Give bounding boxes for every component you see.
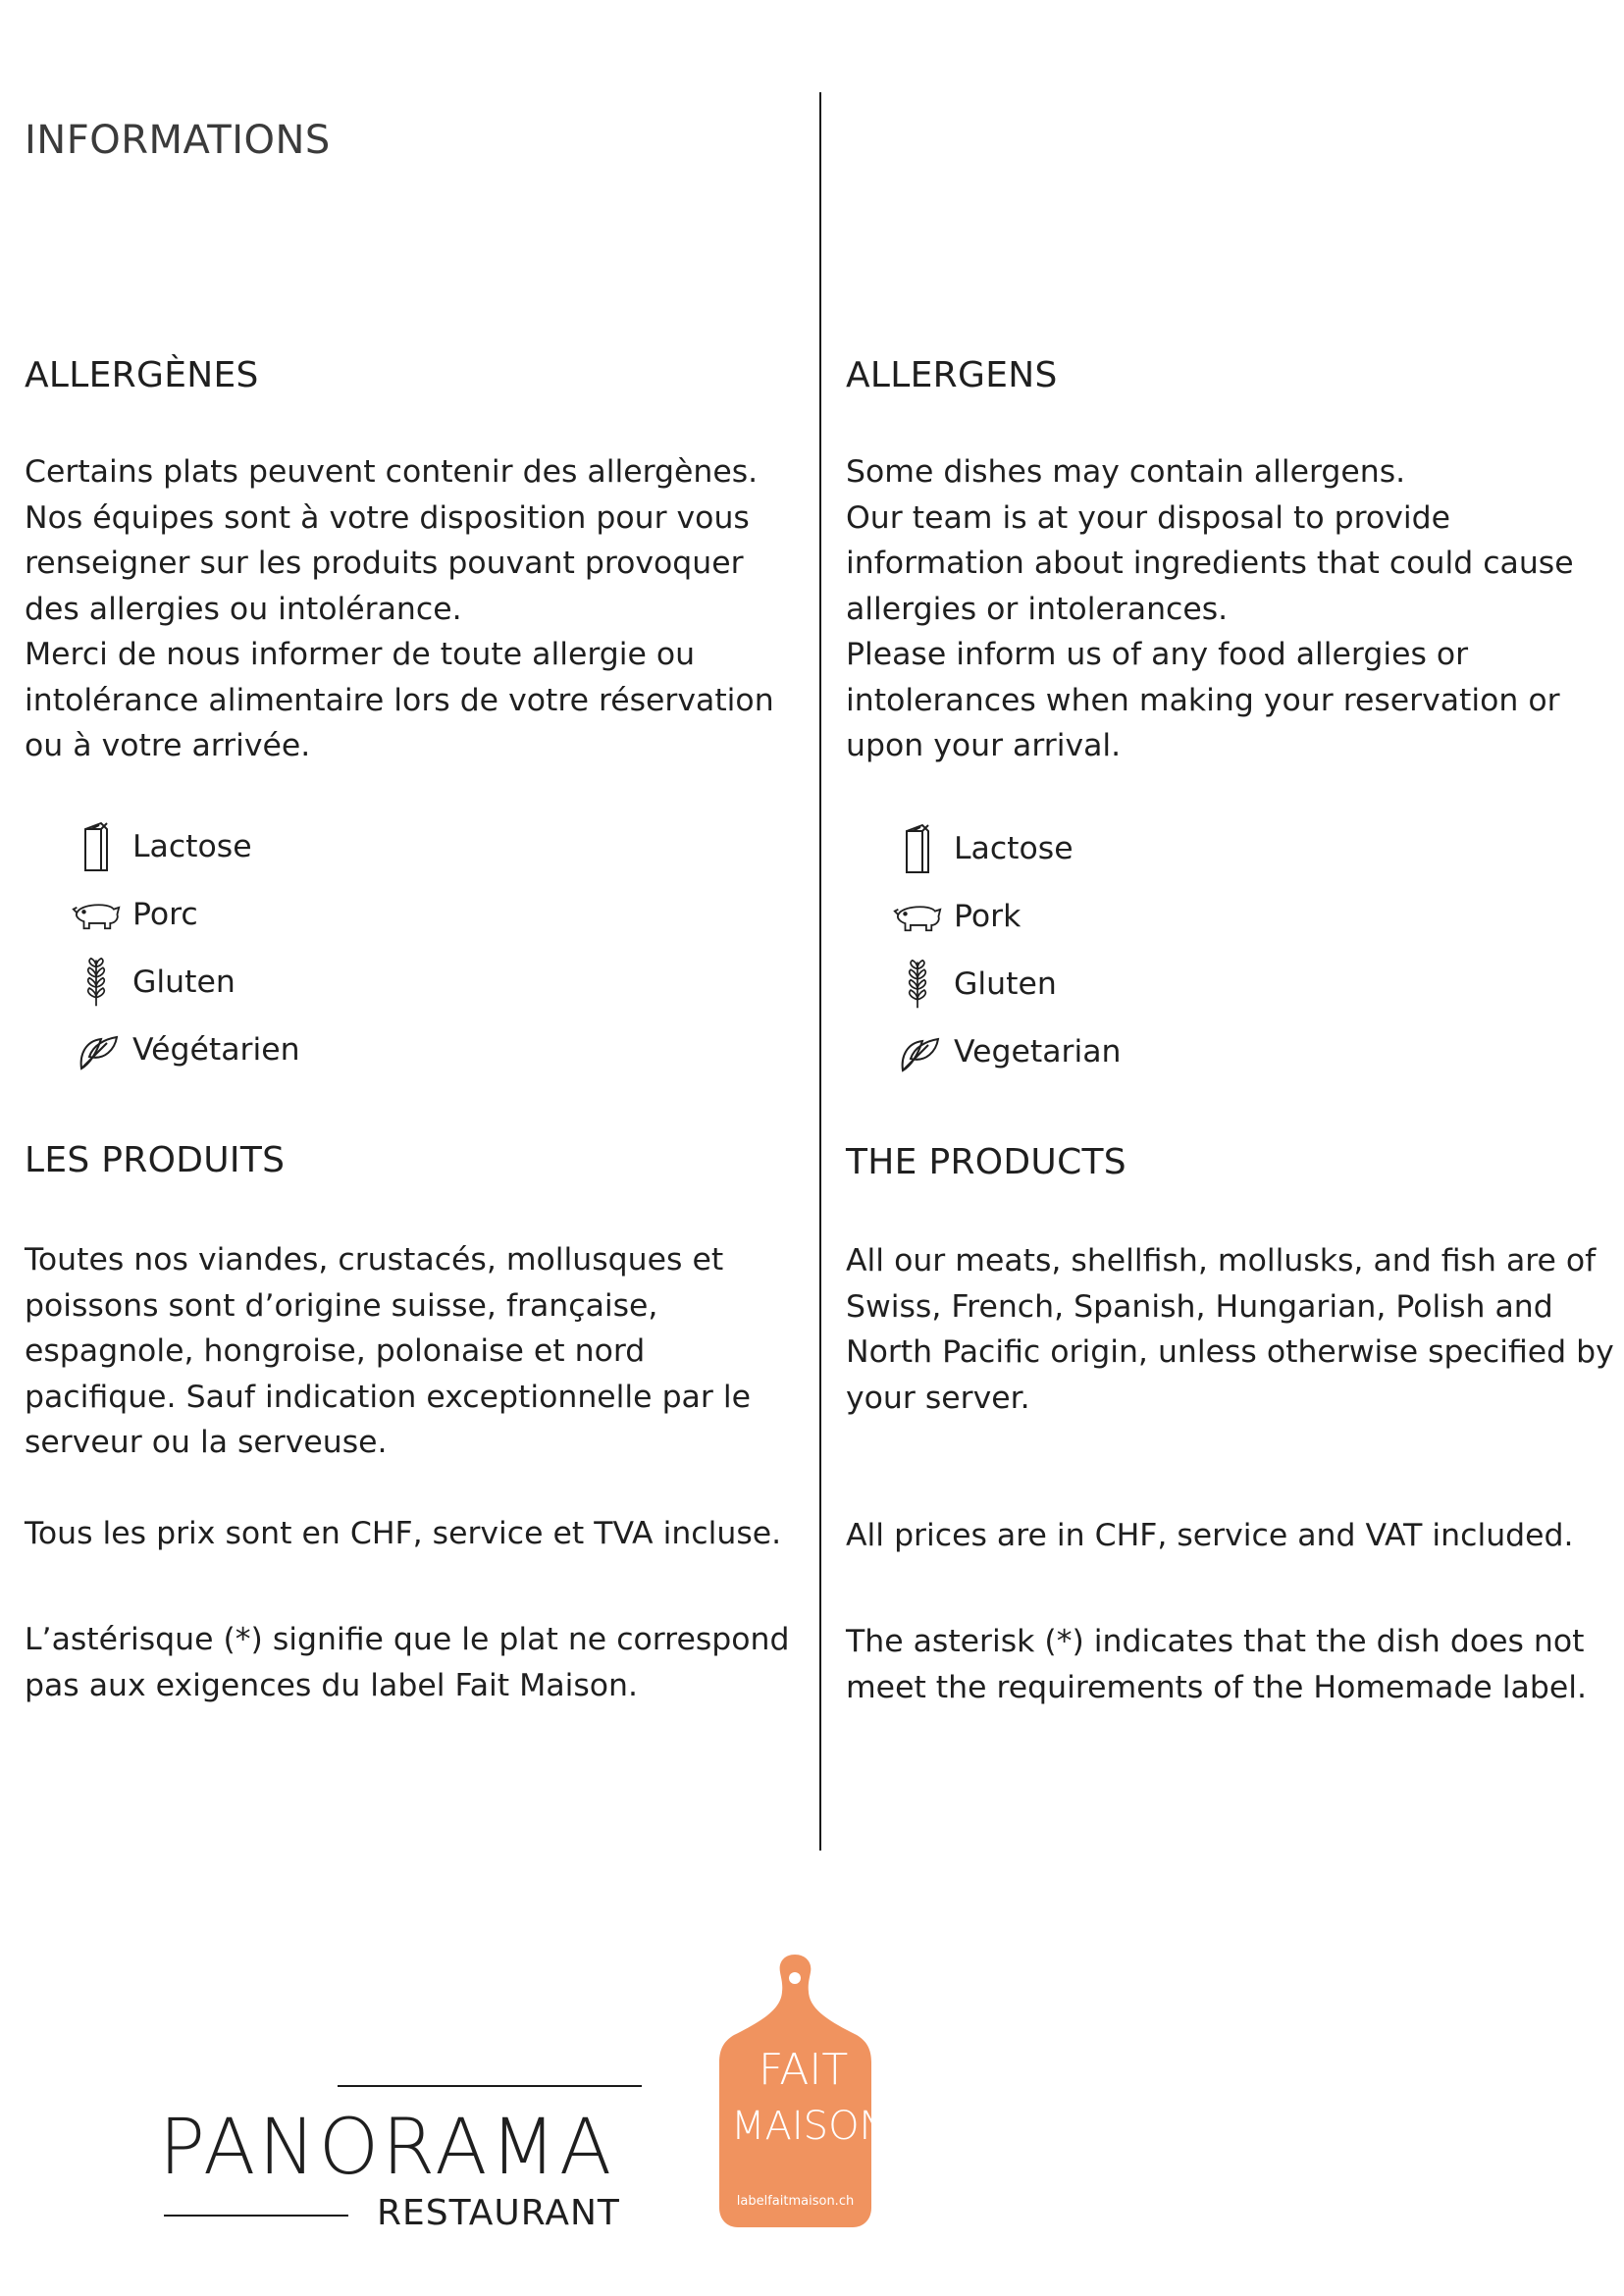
pig-icon (891, 889, 944, 944)
allergen-label: Vegetarian (954, 1033, 1122, 1070)
allergen-label: Végétarien (132, 1031, 300, 1068)
allergen-label: Gluten (954, 965, 1057, 1002)
panorama-restaurant-logo (159, 2085, 642, 2237)
allergens-text: Some dishes may contain allergens. Our team is at your disposal to provide information about ingredients that could cause allergies or intolerances. Please inform us of any food allergies or intolerances when making your reservation or upon your arrival. (846, 454, 1574, 763)
prices-text: Tous les prix sont en CHF, service et TVA incluse. (25, 1516, 782, 1551)
page-title: INFORMATIONS (25, 118, 331, 163)
label-text-bottom: MAISON (731, 2104, 889, 2149)
allergen-label: Gluten (132, 964, 236, 1000)
asterisk-text: The asterisk (*) indicates that the dish does not meet the requirements of the Homemade label. (846, 1624, 1587, 1705)
allergen-label: Lactose (132, 828, 252, 864)
allergen-label: Lactose (954, 830, 1074, 866)
products-text: Toutes nos viandes, crustacés, mollusques et poissons sont d’origine suisse, française, espagnole, hongroise, polonaise et nord pacifique. Sauf indication exceptionnelle par le serveur ou la serveuse. (25, 1242, 751, 1460)
products-heading: THE PRODUCTS (846, 1142, 1126, 1182)
allergens-heading: ALLERGÈNES (25, 355, 259, 395)
products-heading: LES PRODUITS (25, 1140, 286, 1180)
logo-wordmark: PANORAMA (159, 2104, 615, 2192)
label-url: labelfaitmaison.ch (736, 2194, 855, 2209)
allergen-list (891, 814, 1578, 1085)
leaf-icon (891, 1024, 944, 1079)
allergen-vegetarian (891, 1018, 1578, 1085)
milk-carton-icon (891, 821, 944, 876)
allergens-heading: ALLERGENS (846, 355, 1058, 395)
prices-text: All prices are in CHF, service and VAT included. (846, 1518, 1574, 1553)
allergen-vegetarian (70, 1016, 757, 1083)
allergen-lactose (891, 814, 1578, 882)
logo-rule (164, 2215, 348, 2217)
milk-carton-icon (70, 819, 123, 874)
allergens-text: Certains plats peuvent contenir des allergènes. Nos équipes sont à votre disposition pour vous renseigner sur les produits pouvant provoquer des allergies ou intolérance. Merci de nous informer de toute allergie ou intolérance alimentaire lors de votre réservation ou à votre arrivée. (25, 454, 774, 763)
fait-maison-label-logo (719, 1955, 889, 2227)
logo-subtitle: RESTAURANT (377, 2193, 620, 2233)
allergen-gluten (70, 948, 757, 1016)
allergen-gluten (891, 950, 1578, 1018)
column-divider (819, 92, 821, 1851)
wheat-icon (70, 955, 123, 1010)
allergen-pork (891, 882, 1578, 950)
products-text: All our meats, shellfish, mollusks, and fish are of Swiss, French, Spanish, Hungarian, Polish and North Pacific origin, unless otherwise specified by your server. (846, 1243, 1614, 1416)
label-text-top: FAIT (759, 2045, 849, 2095)
pig-icon (70, 887, 123, 942)
allergen-label: Porc (132, 896, 198, 932)
allergen-list (70, 812, 757, 1083)
allergen-label: Pork (954, 898, 1022, 934)
asterisk-text: L’astérisque (*) signifie que le plat ne correspond pas aux exigences du label Fait Maison. (25, 1622, 790, 1703)
allergen-lactose (70, 812, 757, 880)
wheat-icon (891, 957, 944, 1012)
logo-rule (338, 2085, 642, 2087)
allergen-pork (70, 880, 757, 948)
leaf-icon (70, 1022, 123, 1077)
